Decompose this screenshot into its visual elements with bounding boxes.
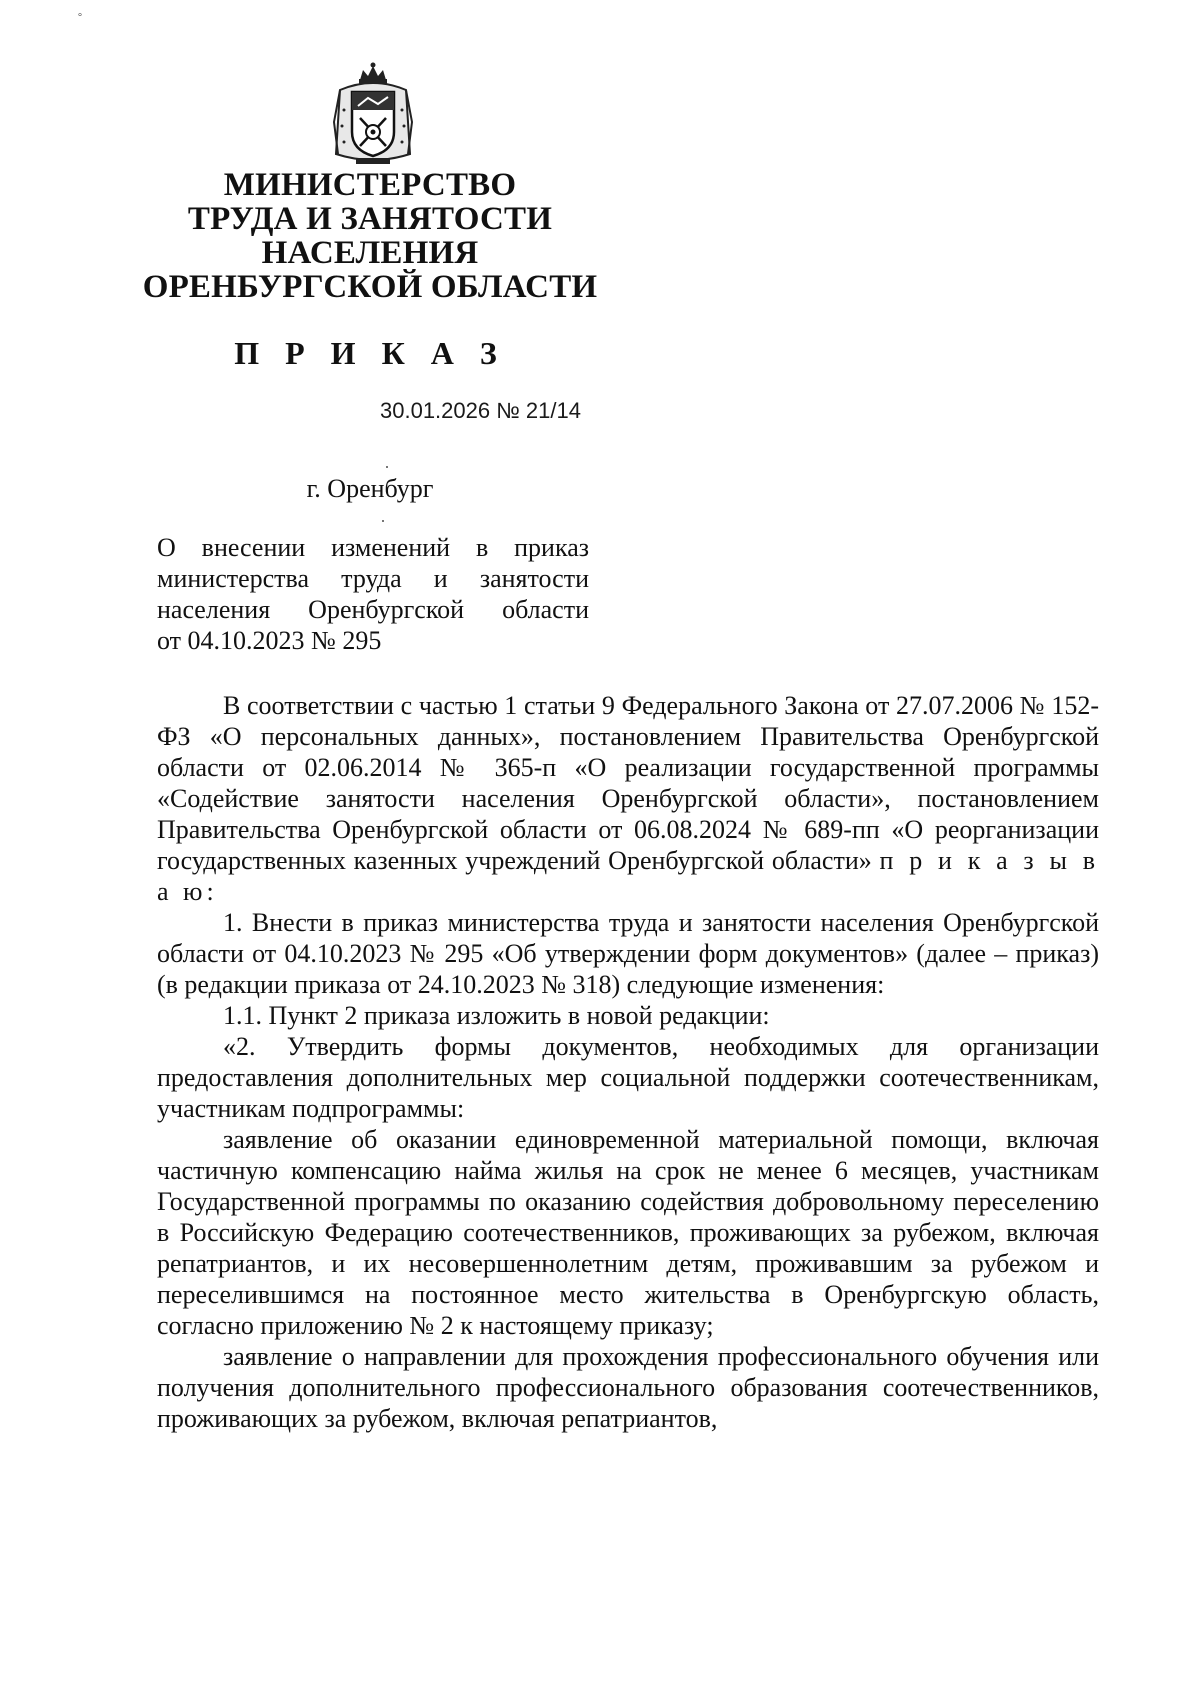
city-name: г. Оренбург (306, 474, 434, 503)
ministry-line: НАСЕЛЕНИЯ (261, 235, 479, 271)
ministry-line: МИНИСТЕРСТВО (223, 167, 517, 203)
title-line: населения Оренбургской области (157, 595, 589, 624)
form-b-paragraph: заявление о направлении для прохождения профессионального обучения или получения дополнительного профессионального образования соотечественников, проживающих за рубежом, включая репатриантов, (157, 1342, 1099, 1433)
item-1-1-paragraph: 1.1. Пункт 2 приказа изложить в новой редакции: (223, 1001, 770, 1030)
scan-speck (386, 466, 388, 468)
document-title (157, 532, 589, 656)
date-and-number: 30.01.2026 № 21/14 (380, 398, 581, 423)
preamble-paragraph (157, 690, 1099, 907)
order-word: п р и к а з ы в а ю: (157, 846, 1100, 906)
ministry-line: ОРЕНБУРГСКОЙ ОБЛАСТИ (142, 269, 598, 305)
item-2-quote-paragraph: «2. Утвердить формы документов, необходимых для организации предоставления дополнительных мер социальной поддержки соотечественникам, участникам подпрограммы: (157, 1032, 1099, 1123)
form-a-paragraph: заявление об оказании единовременной материальной помощи, включая частичную компенсацию найма жилья на срок не менее 6 месяцев, участникам Государственной программы по оказанию содействия добровольному переселению в Российскую Федерацию соотечественников, проживающих за рубежом, включая репатриантов, и их несовершеннолетним детям, проживавшим за рубежом и переселившимся на постоянное место жительства в Оренбургскую область, согласно приложению № 2 к настоящему приказу; (157, 1125, 1099, 1340)
ministry-name (130, 168, 610, 304)
title-line: О внесении изменений в приказ (157, 533, 589, 562)
preamble-text: В соответствии с частью 1 статьи 9 Федерального Закона от 27.07.2006 № 152-ФЗ «О персональных данных», постановлением Правительства Оренбургской области от 02.06.2014 № 365-п «О реализации государственной программы «Содействие занятости населения Оренбургской области», постановлением Правительства Оренбургской области от 06.08.2024 № 689-пп «О реорганизации государственных казенных учреждений Оренбургской области» (157, 691, 1099, 875)
document-body (157, 690, 1099, 1434)
title-line: министерства труда и занятости (157, 564, 589, 593)
item-1-paragraph: 1. Внести в приказ министерства труда и занятости населения Оренбургской области от 04.10.2023 № 295 «Об утверждении форм документов» (далее – приказ) (в редакции приказа от 24.10.2023 № 318) следующие изменения: (157, 908, 1099, 999)
corner-mark: ° (78, 12, 82, 23)
document-type-heading: П Р И К А З (234, 335, 506, 371)
coat-of-arms-emblem (330, 62, 416, 168)
ministry-line: ТРУДА И ЗАНЯТОСТИ (187, 201, 553, 237)
title-line: от 04.10.2023 № 295 (157, 626, 382, 655)
scan-speck (382, 520, 384, 522)
